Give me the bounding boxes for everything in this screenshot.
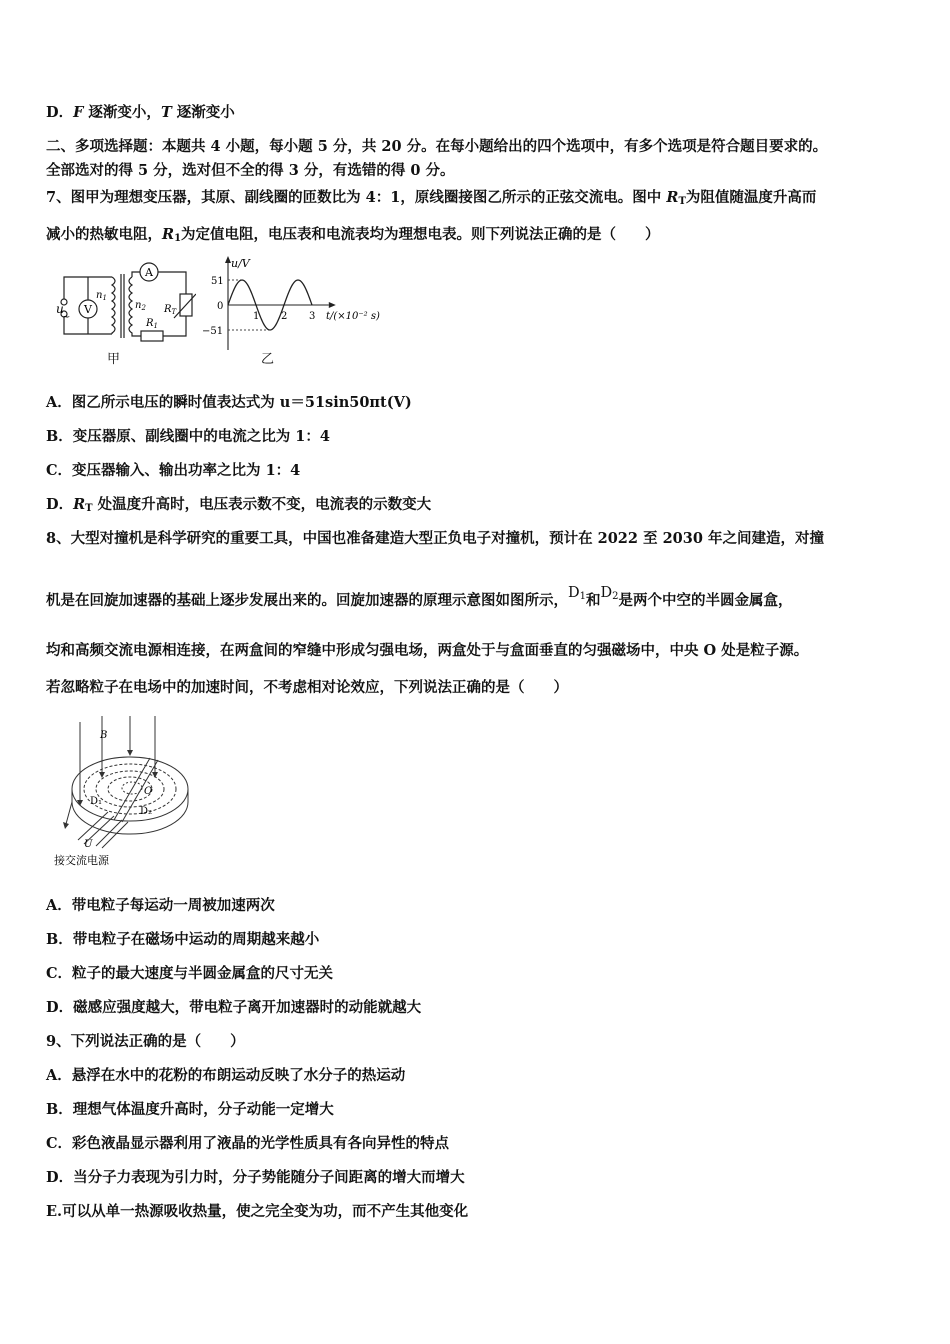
option-letter: A． (46, 897, 72, 914)
option-letter: C． (46, 1135, 73, 1152)
option-text: 变压器原、副线圈中的电流之比为 1：4 (72, 428, 330, 445)
option-letter: B． (46, 931, 73, 948)
option-letter: B． (46, 428, 73, 445)
r1-label: $R_1$ (146, 318, 158, 330)
x-axis-arrow (329, 302, 336, 308)
y-axis-label: u/V (231, 257, 250, 270)
n2-label: $n_2$ (135, 300, 146, 312)
q7-stem-line2 (46, 225, 660, 249)
section-heading: 二、多项选择题：本题共 4 小题，每小题 5 分，共 20 分。在每小题给出的四个选项中，有多个选项是符合题目要求的。 (46, 138, 828, 155)
d1-label: D₁ (90, 796, 103, 807)
q8-stem-line3: 均和高频交流电源相连接，在两盒间的窄缝中形成匀强电场，两盒处于与盒面垂直的匀强磁场中，中央 O 处是粒子源。 (46, 642, 809, 659)
x-axis-label: t/(×10⁻² s) (326, 311, 380, 322)
q9-option-a[interactable] (46, 1066, 405, 1086)
q8-option-b[interactable] (46, 930, 319, 950)
option-text: 带电粒子在磁场中运动的周期越来越小 (72, 931, 320, 948)
option-text: 图乙所示电压的瞬时值表达式为 u＝51sin50πt(V) (71, 394, 412, 411)
q8-text: 是两个中空的半圆金属盒， (618, 592, 793, 609)
option-letter: A． (46, 394, 72, 411)
prev-option-d (46, 103, 235, 123)
tilde-symbol: ~ (62, 312, 71, 323)
symbol-rt-sub: T (85, 503, 93, 514)
section-heading-line2: 全部选对的得 5 分，选对但不全的得 3 分，有选错的得 0 分。 (46, 162, 455, 179)
figure-caption-jia: 甲 (107, 352, 121, 367)
q7-option-a[interactable] (46, 393, 412, 413)
q7-text: 为阻值随温度升高而 (685, 189, 817, 206)
q8-stem-line2 (46, 585, 793, 615)
option-text: 彩色液晶显示器利用了液晶的光学性质具有各向异性的特点 (72, 1135, 450, 1152)
u-label: u (56, 302, 64, 316)
x-tick-label: 3 (309, 311, 316, 322)
b-label: B (100, 730, 108, 741)
ammeter-label: A (145, 266, 153, 279)
option-text: 带电粒子每运动一周被加速两次 (71, 897, 275, 914)
symbol-f: F (73, 104, 84, 121)
symbol-d1: $D_1$ (568, 585, 587, 602)
symbol-t: T (160, 104, 172, 121)
option-letter: A． (46, 1067, 72, 1084)
option-text: 逐渐变小 (171, 104, 235, 121)
y-tick-zero: 0 (217, 301, 224, 312)
option-letter: D． (46, 496, 74, 513)
option-text: 磁感应强度越大，带电粒子离开加速器时的动能就越大 (73, 999, 422, 1016)
d2-label: D₂ (140, 806, 153, 817)
q7-option-d[interactable] (46, 495, 431, 519)
q9-option-c[interactable] (46, 1134, 449, 1154)
q8-option-d[interactable] (46, 998, 421, 1018)
option-text: 理想气体温度升高时，分子动能一定增大 (72, 1101, 334, 1118)
q7-stem-line1 (46, 188, 816, 212)
q8-stem-line1: 8、大型对撞机是科学研究的重要工具，中国也准备建造大型正负电子对撞机，预计在 2022 至 2030 年之间建造，对撞 (46, 530, 824, 547)
option-text: 当分子力表现为引力时，分子势能随分子间距离的增大而增大 (73, 1169, 465, 1186)
option-letter: D． (46, 104, 74, 121)
option-letter: D． (46, 999, 74, 1016)
x-tick-label: 2 (281, 311, 288, 322)
option-letter: C． (46, 462, 73, 479)
q9-option-d[interactable] (46, 1168, 465, 1188)
o-label: O (144, 786, 153, 797)
symbol-rt: R (73, 496, 86, 513)
option-text: 处温度升高时，电压表示数不变，电流表的示数变大 (92, 496, 432, 513)
option-letter: B． (46, 1101, 73, 1118)
symbol-rt: R (666, 189, 679, 206)
voltmeter-label: V (84, 303, 92, 316)
n1-label: $n_1$ (96, 290, 107, 302)
symbol-r1: R (162, 226, 175, 243)
figure-caption-yi: 乙 (261, 352, 275, 367)
u-label: U (84, 839, 93, 850)
option-text: 变压器输入、输出功率之比为 1：4 (72, 462, 301, 479)
q9-option-b[interactable] (46, 1100, 334, 1120)
option-letter: C． (46, 965, 73, 982)
symbol-rt-sub: T (678, 196, 686, 207)
option-text: 可以从单一热源吸收热量，使之完全变为功，而不产生其他变化 (62, 1203, 469, 1220)
q9-option-e[interactable] (46, 1202, 468, 1222)
q8-option-c[interactable] (46, 964, 333, 984)
x-tick-label: 1 (253, 311, 260, 322)
q8-stem-line4: 若忽略粒子在电场中的加速时间，不考虑相对论效应，下列说法正确的是（ ） (46, 679, 568, 696)
q8-text-and: 和 (586, 592, 601, 609)
q8-option-a[interactable] (46, 896, 275, 916)
option-text: 逐渐变小， (83, 104, 161, 121)
q7-text: 7、图甲为理想变压器，其原、副线圈的匝数比为 4：1，原线圈接图乙所示的正弦交流电。图中 (46, 189, 667, 206)
symbol-d2: $D_2$ (600, 585, 619, 602)
option-letter: E. (46, 1203, 63, 1220)
q7-text: 为定值电阻，电压表和电流表均为理想电表。则下列说法正确的是（ ） (181, 226, 660, 243)
q7-option-c[interactable] (46, 461, 300, 481)
voltage-chart-yi (200, 255, 400, 355)
cyclotron-diagram (50, 714, 210, 879)
symbol-r1-sub: 1 (174, 233, 182, 244)
q8-text: 机是在回旋加速器的基础上逐步发展出来的。回旋加速器的原理示意图如图所示， (46, 592, 568, 609)
option-text: 粒子的最大速度与半圆金属盒的尺寸无关 (72, 965, 334, 982)
y-tick-max: 51 (211, 276, 224, 287)
y-tick-min: −51 (202, 326, 224, 337)
cyclotron-caption: 接交流电源 (54, 854, 109, 867)
q7-option-b[interactable] (46, 427, 330, 447)
q9-stem: 9、下列说法正确的是（ ） (46, 1033, 245, 1050)
option-text: 悬浮在水中的花粉的布朗运动反映了水分子的热运动 (71, 1067, 406, 1084)
rt-label: $R_T$ (164, 304, 177, 316)
option-letter: D． (46, 1169, 74, 1186)
circuit-diagram-jia (46, 262, 196, 370)
q7-text: 减小的热敏电阻， (46, 226, 162, 243)
